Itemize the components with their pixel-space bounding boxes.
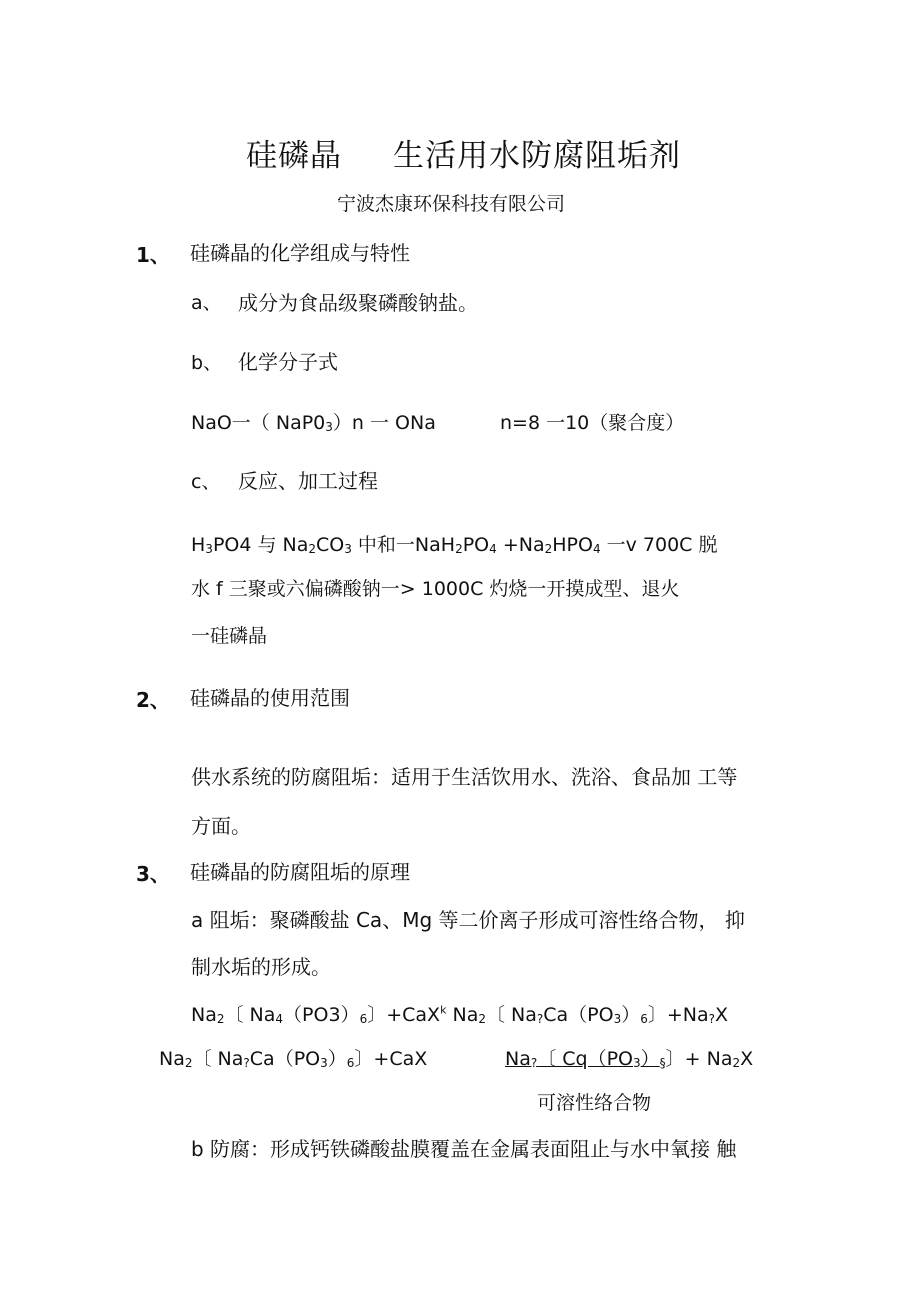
reaction-equation-1: $Na_2$〔 $Na_4(PO3)_6$〕+CaX$^k$ $Na_2$〔 $Na_?Ca(PO_3)_6$〕$+Na_?X$ xyxy=(191,1003,729,1026)
doc-title-part2: 生活用水防腐阻垢剂 xyxy=(393,138,681,174)
molecular-formula: NaO一（ $NaP0_3)n$ 一 ONa xyxy=(191,412,436,434)
section-1-number: 1、 xyxy=(136,243,170,267)
item-c-text: 反应、加工过程 xyxy=(238,469,378,493)
corrosion-prevention-line: b 防腐：形成钙铁磷酸盐膜覆盖在金属表面阻止与水中氧接 触 xyxy=(191,1137,737,1161)
reaction-equation-2-right: $Na_?$〔 $Cq(PO_3)_\S$〕+ $Na_2X$ xyxy=(505,1048,754,1070)
item-a-marker: a、 xyxy=(191,292,222,314)
section-1-heading: 硅磷晶的化学组成与特性 xyxy=(190,241,410,265)
reaction-equation-2-left: $Na_2$〔 $Na_?Ca(PO_3)_6$〕+CaX xyxy=(159,1048,428,1070)
item-b-text: 化学分子式 xyxy=(238,350,338,374)
item-b-marker: b、 xyxy=(191,352,223,374)
item-c-marker: c、 xyxy=(191,471,221,493)
usage-paragraph-line-2: 方面。 xyxy=(191,814,251,838)
section-3-heading: 硅磷晶的防腐阻垢的原理 xyxy=(190,860,410,884)
section-2-heading: 硅磷晶的使用范围 xyxy=(190,686,350,710)
section-3-number: 3、 xyxy=(136,862,170,886)
scale-inhibition-line-2: 制水垢的形成。 xyxy=(191,955,331,979)
process-line-2: 水 f 三聚或六偏磷酸钠一> 1000C 灼烧一开摸成型、退火 xyxy=(191,578,680,600)
process-line-3: 一硅磷晶 xyxy=(191,625,268,647)
process-line-1: $H_3PO4$ 与 $Na_2CO_3$ 中和一$NaH_2PO_4 +Na_2HPO_4$ 一v 700C 脱 xyxy=(191,534,718,556)
company-name: 宁波杰康环保科技有限公司 xyxy=(337,193,566,215)
soluble-complex-label: 可溶性络合物 xyxy=(537,1092,652,1114)
section-2-number: 2、 xyxy=(136,688,170,712)
usage-paragraph-line-1: 供水系统的防腐阻垢：适用于生活饮用水、洗浴、食品加 工等 xyxy=(191,765,738,789)
item-a-text: 成分为食品级聚磷酸钠盐。 xyxy=(238,291,478,315)
scale-inhibition-line-1: a 阻垢：聚磷酸盐 Ca、Mg 等二价离子形成可溶性络合物， 抑 xyxy=(191,908,745,932)
doc-title-part1: 硅磷晶 xyxy=(246,138,342,174)
polymerization-degree: n=8 一10（聚合度） xyxy=(500,412,685,434)
